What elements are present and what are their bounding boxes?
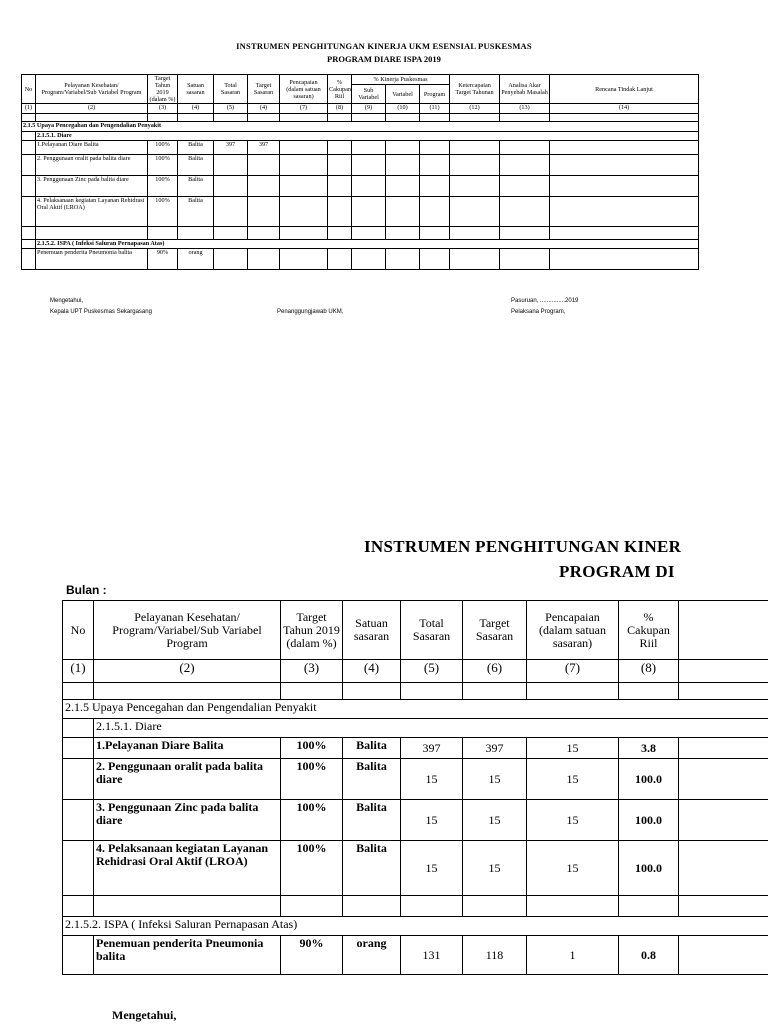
zoom-title: INSTRUMEN PENGHITUNGAN KINER xyxy=(364,537,682,556)
row-label: 3. Penggunaan Zinc pada balita diare xyxy=(94,800,281,841)
sig-penanggung: Penanggungjawab UKM, xyxy=(277,309,344,315)
zoom-header-target-sasaran: Target Sasaran xyxy=(463,601,527,660)
spacer-row xyxy=(63,683,768,700)
col-num: (8) xyxy=(619,660,679,683)
row-satuan: Balita xyxy=(178,197,214,227)
col-num: (14) xyxy=(550,104,699,114)
row-target-sasaran: 397 xyxy=(248,141,280,155)
row-satuan: Balita xyxy=(343,800,401,841)
row-cakupan: 3.8 xyxy=(619,738,679,759)
section-diare-label: 2.1.5.1. Diare xyxy=(36,132,699,141)
bulan-label: Bulan : xyxy=(66,583,107,597)
table-row xyxy=(63,936,768,975)
row-pencapaian: 1 xyxy=(527,936,619,975)
sig-mengetahui: Mengetahui, xyxy=(50,298,84,304)
col-num: (5) xyxy=(401,660,463,683)
row-pencapaian: 15 xyxy=(527,841,619,896)
table-row xyxy=(22,176,699,197)
section-row-ispa xyxy=(22,240,699,249)
row-pencapaian: 15 xyxy=(527,759,619,800)
header-sub-variabel: Sub Variabel xyxy=(352,85,386,104)
document-subtitle: PROGRAM DIARE ISPA 2019 xyxy=(327,54,441,64)
zoom-section-row-diare xyxy=(63,719,768,738)
header-row xyxy=(22,75,699,85)
section-row-main xyxy=(22,122,699,132)
row-label: 1.Pelayanan Diare Balita xyxy=(36,141,148,155)
row-target-sasaran: 15 xyxy=(463,800,527,841)
header-ketercapaian: Ketercapaian Target Tahunan xyxy=(450,75,500,104)
zoom-header-row xyxy=(63,601,768,660)
row-label: 2. Penggunaan oralit pada balita diare xyxy=(94,759,281,800)
row-label: 2. Penggunaan oralit pada balita diare xyxy=(36,155,148,176)
row-target: 100% xyxy=(281,759,343,800)
column-number-row xyxy=(22,104,699,114)
col-num: (11) xyxy=(420,104,450,114)
row-label: 4. Pelaksanaan kegiatan Layanan Rehidrasi Oral Aktif (LROA) xyxy=(36,197,148,227)
row-target-sasaran: 15 xyxy=(463,841,527,896)
row-cakupan: 100.0 xyxy=(619,759,679,800)
table-row xyxy=(63,759,768,800)
table-row xyxy=(22,197,699,227)
zoom-header-pelayanan: Pelayanan Kesehatan/ Program/Variabel/Sub Variabel Program xyxy=(94,601,281,660)
row-target-sasaran: 15 xyxy=(463,759,527,800)
header-pelayanan: Pelayanan Kesehatan/ Program/Variabel/Sub Variabel Program xyxy=(36,75,148,104)
row-label: 1.Pelayanan Diare Balita xyxy=(94,738,281,759)
header-rencana: Rencana Tindak Lanjut xyxy=(550,75,699,104)
kinerja-table xyxy=(21,74,699,270)
row-satuan: Balita xyxy=(343,738,401,759)
col-num: (7) xyxy=(280,104,328,114)
table-row xyxy=(22,141,699,155)
zoom-header-no: No xyxy=(63,601,94,660)
table-row xyxy=(63,738,768,759)
section-ispa-label: 2.1.5.2. ISPA ( Infeksi Saluran Pernapasan Atas) xyxy=(36,240,699,249)
col-num: (1) xyxy=(22,104,36,114)
row-target: 100% xyxy=(148,176,178,197)
zoom-sig-mengetahui: Mengetahui, xyxy=(112,1008,177,1022)
row-label: Penemuan penderita Pneumonia balita xyxy=(36,249,148,270)
spacer-row xyxy=(22,114,699,122)
row-target-sasaran: 397 xyxy=(463,738,527,759)
row-satuan: Balita xyxy=(343,841,401,896)
section-row-diare xyxy=(22,132,699,141)
col-num: (5) xyxy=(214,104,248,114)
col-num: (4) xyxy=(343,660,401,683)
zoom-section-diare-label: 2.1.5.1. Diare xyxy=(94,719,768,738)
row-label: 3. Penggunaan Zinc pada balita diare xyxy=(36,176,148,197)
col-num: (2) xyxy=(94,660,281,683)
row-target: 100% xyxy=(148,141,178,155)
row-total: 397 xyxy=(214,141,248,155)
header-total: Total Sasaran xyxy=(214,75,248,104)
zoom-subtitle: PROGRAM DI xyxy=(559,562,675,581)
sig-kepala: Kepala UPT Puskesmas Sekargasang xyxy=(50,309,152,315)
col-num: (3) xyxy=(281,660,343,683)
table-row xyxy=(63,841,768,896)
row-total: 15 xyxy=(401,800,463,841)
row-target: 90% xyxy=(148,249,178,270)
header-kinerja: % Kinerja Puskesmas xyxy=(352,75,450,85)
row-target: 100% xyxy=(281,800,343,841)
header-satuan: Satuan sasaran xyxy=(178,75,214,104)
row-pencapaian: 15 xyxy=(527,738,619,759)
header-no: No xyxy=(22,75,36,104)
row-target-sasaran: 118 xyxy=(463,936,527,975)
row-target: 100% xyxy=(148,197,178,227)
header-pencapaian: Pencapaian (dalam satuan sasaran) xyxy=(280,75,328,104)
table-row xyxy=(63,800,768,841)
document-title: INSTRUMEN PENGHITUNGAN KINERJA UKM ESENSIAL PUSKESMAS xyxy=(236,41,532,51)
row-total: 15 xyxy=(401,759,463,800)
row-target: 100% xyxy=(281,738,343,759)
col-num: (2) xyxy=(36,104,148,114)
col-num: (9) xyxy=(352,104,386,114)
zoom-header-cakupan: % Cakupan Riil xyxy=(619,601,679,660)
col-num: (12) xyxy=(450,104,500,114)
col-num: (13) xyxy=(500,104,550,114)
col-num: (10) xyxy=(386,104,420,114)
header-analisa: Analisa Akar Penyebab Masalah xyxy=(500,75,550,104)
row-total: 397 xyxy=(401,738,463,759)
header-variabel: Variabel xyxy=(386,85,420,104)
table-row xyxy=(22,155,699,176)
row-cakupan: 100.0 xyxy=(619,841,679,896)
col-num: (4) xyxy=(248,104,280,114)
row-target: 100% xyxy=(148,155,178,176)
row-total: 15 xyxy=(401,841,463,896)
spacer-row xyxy=(22,227,699,240)
sig-pelaksana: Pelaksana Program, xyxy=(511,309,566,315)
row-satuan: Balita xyxy=(343,759,401,800)
header-target-tahun: Target Tahun 2019 (dalam %) xyxy=(148,75,178,104)
row-target: 100% xyxy=(281,841,343,896)
col-num: (6) xyxy=(463,660,527,683)
row-satuan: Balita xyxy=(178,155,214,176)
zoom-header-target-tahun: Target Tahun 2019 (dalam %) xyxy=(281,601,343,660)
row-satuan: Balita xyxy=(178,141,214,155)
zoom-section-row-ispa xyxy=(63,917,768,936)
spacer-row xyxy=(63,896,768,917)
header-program: Program xyxy=(420,85,450,104)
zoom-header-satuan: Satuan sasaran xyxy=(343,601,401,660)
sig-tempat-tanggal: Pasuruan, ...............2019 xyxy=(511,298,579,304)
row-label: Penemuan penderita Pneumonia balita xyxy=(94,936,281,975)
row-total: 131 xyxy=(401,936,463,975)
row-pencapaian: 15 xyxy=(527,800,619,841)
zoom-column-number-row xyxy=(63,660,768,683)
zoomed-document xyxy=(0,520,768,1024)
row-cakupan: 0.8 xyxy=(619,936,679,975)
table-row xyxy=(22,249,699,270)
header-target-sasaran: Target Sasaran xyxy=(248,75,280,104)
col-num: (7) xyxy=(527,660,619,683)
col-num: (3) xyxy=(148,104,178,114)
document-page xyxy=(0,0,768,330)
col-num: (8) xyxy=(328,104,352,114)
zoom-section-main-label: 2.1.5 Upaya Pencegahan dan Pengendalian Penyakit xyxy=(63,700,768,719)
col-num: (1) xyxy=(63,660,94,683)
section-main-label: 2.1.5 Upaya Pencegahan dan Pengendalian Penyakit xyxy=(22,122,699,132)
row-target: 90% xyxy=(281,936,343,975)
row-satuan: Balita xyxy=(178,176,214,197)
header-cakupan: % Cakupan Riil xyxy=(328,75,352,104)
col-num: (4) xyxy=(178,104,214,114)
zoom-kinerja-table xyxy=(62,600,768,975)
row-satuan: orang xyxy=(343,936,401,975)
zoom-section-ispa-label: 2.1.5.2. ISPA ( Infeksi Saluran Pernapasan Atas) xyxy=(63,917,768,936)
zoom-header-pencapaian: Pencapaian (dalam satuan sasaran) xyxy=(527,601,619,660)
row-label: 4. Pelaksanaan kegiatan Layanan Rehidrasi Oral Aktif (LROA) xyxy=(94,841,281,896)
zoom-header-total: Total Sasaran xyxy=(401,601,463,660)
row-cakupan: 100.0 xyxy=(619,800,679,841)
row-satuan: orang xyxy=(178,249,214,270)
zoom-section-row-main xyxy=(63,700,768,719)
